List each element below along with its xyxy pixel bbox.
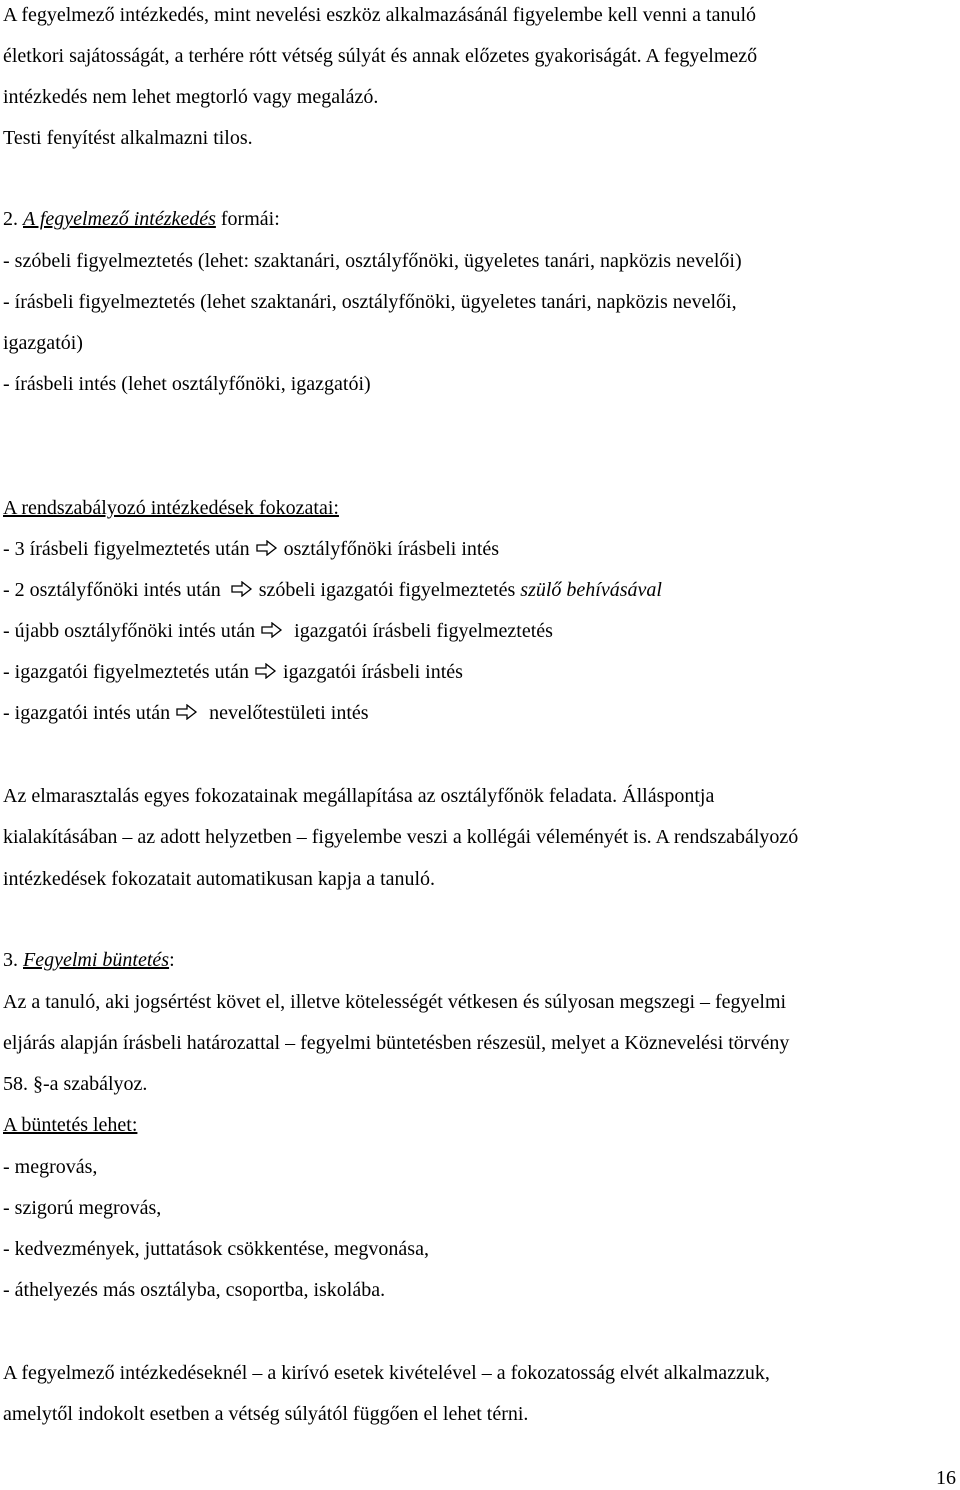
hollow-right-arrow-icon <box>255 663 277 679</box>
hollow-right-arrow-icon <box>256 540 278 556</box>
level-item-3 <box>3 619 553 643</box>
elmarasztalas-line-2: kialakításában – az adott helyzetben – figyelembe veszi a kollégái véleményét is. A rendszabályozó <box>3 826 799 848</box>
section3-line-1: Az a tanuló, aki jogsértést követ el, illetve kötelességét vétkesen és súlyosan megszegi – fegyelmi <box>3 991 787 1013</box>
level-to: osztályfőnöki írásbeli intés <box>283 538 500 560</box>
level-to-italic: szülő behívásával <box>520 579 662 601</box>
punishment-item: - áthelyezés más osztályba, csoportba, iskolába. <box>3 1279 386 1301</box>
elmarasztalas-line-3: intézkedések fokozatait automatikusan kapja a tanuló. <box>3 868 436 890</box>
level-to: nevelőtestületi intés <box>204 702 369 724</box>
level-item-5 <box>3 701 369 725</box>
intro-line-4: Testi fenyítést alkalmazni tilos. <box>3 127 253 149</box>
level-to: igazgatói írásbeli intés <box>283 661 463 683</box>
intro-line-1: A fegyelmező intézkedés, mint nevelési eszköz alkalmazásánál figyelembe kell venni a tanuló <box>3 4 757 26</box>
intro-line-3: intézkedés nem lehet megtorló vagy megalázó. <box>3 86 379 108</box>
punishment-item: - kedvezmények, juttatások csökkentése, megvonása, <box>3 1238 429 1260</box>
section3-heading-underlined: Fegyelmi büntetés <box>23 949 170 971</box>
hollow-right-arrow-icon <box>231 581 253 597</box>
section2-number: 2. <box>3 208 23 230</box>
level-item-1 <box>3 537 499 561</box>
hollow-right-arrow-icon <box>261 622 283 638</box>
section3-heading-rest: : <box>169 949 175 971</box>
level-from: - 2 osztályfőnöki intés után <box>3 579 221 601</box>
section2-heading <box>3 207 280 231</box>
section3-number: 3. <box>3 949 23 971</box>
level-from: - igazgatói figyelmeztetés után <box>3 661 250 683</box>
page-number: 16 <box>936 1467 956 1489</box>
closing-line-2: amelytől indokolt esetben a vétség súlyától függően el lehet térni. <box>3 1403 529 1425</box>
levels-heading: A rendszabályozó intézkedések fokozatai: <box>3 497 339 519</box>
level-from: - 3 írásbeli figyelmeztetés után <box>3 538 250 560</box>
section3-line-3: 58. §-a szabályoz. <box>3 1073 148 1095</box>
level-to: szóbeli igazgatói figyelmeztetés <box>258 579 521 601</box>
elmarasztalas-line-1: Az elmarasztalás egyes fokozatainak megállapítása az osztályfőnök feladata. Álláspontja <box>3 785 715 807</box>
level-item-2 <box>3 578 662 602</box>
section2-line-2: - írásbeli figyelmeztetés (lehet szaktanári, osztályfőnöki, ügyeletes tanári, napközis nevelői, <box>3 291 737 313</box>
section2-heading-underlined: A fegyelmező intézkedés <box>23 208 216 230</box>
section3-line-2: eljárás alapján írásbeli határozattal – fegyelmi büntetésben részesül, melyet a Köznevelési törvény <box>3 1032 790 1054</box>
section2-line-3: igazgatói) <box>3 332 83 354</box>
level-from: - igazgatói intés után <box>3 702 171 724</box>
section3-heading <box>3 948 175 972</box>
punishment-heading: A büntetés lehet: <box>3 1114 138 1136</box>
section2-line-4: - írásbeli intés (lehet osztályfőnöki, igazgatói) <box>3 373 371 395</box>
closing-line-1: A fegyelmező intézkedéseknél – a kirívó esetek kivételével – a fokozatosság elvét alkalmazzuk, <box>3 1362 770 1384</box>
section2-heading-rest: formái: <box>215 208 280 230</box>
hollow-right-arrow-icon <box>176 704 198 720</box>
punishment-item: - megrovás, <box>3 1156 98 1178</box>
level-to: igazgatói írásbeli figyelmeztetés <box>289 620 553 642</box>
level-from: - újabb osztályfőnöki intés után <box>3 620 256 642</box>
section2-line-1: - szóbeli figyelmeztetés (lehet: szaktanári, osztályfőnöki, ügyeletes tanári, napközis nevelői) <box>3 250 742 272</box>
level-item-4 <box>3 660 463 684</box>
intro-line-2: életkori sajátosságát, a terhére rótt vétség súlyát és annak előzetes gyakoriságát. A fegyelmező <box>3 45 758 67</box>
punishment-item: - szigorú megrovás, <box>3 1197 162 1219</box>
